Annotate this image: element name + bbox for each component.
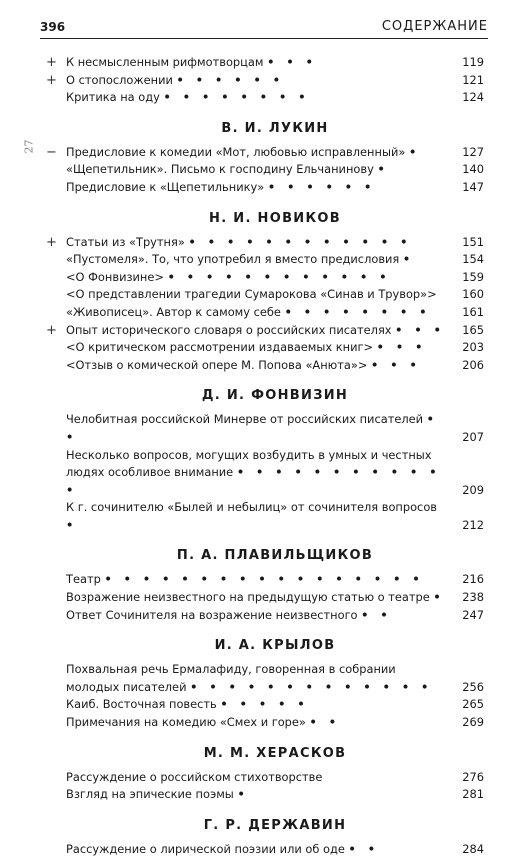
toc-entry	[66, 339, 484, 357]
entry-title: <О критическом рассмотрении издаваемых книг>	[66, 340, 374, 355]
entry-title: К несмысленным рифмотворцам	[66, 55, 264, 69]
dot-leader: • • • • • • • • • • • • •	[190, 679, 433, 694]
author-heading: В. И. ЛУКИН	[221, 120, 329, 136]
dot-leader: •	[433, 590, 445, 605]
toc-entry	[46, 72, 484, 90]
dot-leader: • • • • • •	[176, 72, 285, 87]
page-ref: 269	[462, 715, 484, 730]
toc-entry	[66, 769, 484, 787]
entry-title: Статьи из «Трутня»	[66, 234, 185, 249]
author-heading: Н. И. НОВИКОВ	[209, 210, 341, 226]
page-header	[40, 18, 488, 39]
page-ref: 140	[462, 162, 484, 177]
entry-title: Рассуждение о лирической поэзии или об оде	[66, 841, 345, 856]
table-of-contents	[46, 54, 484, 858]
entry-title: Предисловие к комедии «Мот, любовью исправленный»	[66, 144, 406, 159]
toc-entry	[66, 251, 484, 269]
margin-mark: +	[46, 72, 57, 88]
toc-entry	[66, 286, 484, 304]
toc-entry	[66, 269, 484, 287]
page-ref: 209	[462, 482, 484, 497]
dot-leader: • • • • • • • • • • • •	[66, 465, 441, 497]
dot-leader: • •	[348, 841, 379, 856]
author-heading: П. А. ПЛАВИЛЬЩИКОВ	[176, 548, 374, 564]
page-ref: 212	[462, 517, 484, 532]
page-ref: 147	[462, 179, 484, 194]
author-heading: М. М. ХЕРАСКОВ	[203, 745, 347, 761]
dot-leader: • • • • • •	[267, 179, 376, 194]
entry-title: Возражение неизвестного на предыдущую статью о театре	[66, 590, 430, 605]
margin-mark: +	[46, 234, 57, 250]
dot-leader: •	[408, 144, 421, 159]
entry-title: <О Фонвизине>	[66, 269, 164, 284]
dot-leader: • • • • • • • •	[284, 304, 431, 319]
entry-title: <О представлении трагедии Сумарокова «Синав и Трувор»>	[66, 287, 437, 302]
dot-leader: • • • • •	[220, 697, 309, 712]
entry-title: Опыт исторического словаря о российских писателях	[66, 322, 392, 337]
dot-leader: •	[66, 517, 78, 532]
toc-entry	[66, 161, 484, 179]
page-ref: 207	[462, 429, 484, 444]
entry-title: Взгляд на эпические поэмы	[66, 787, 234, 802]
entry-title: Рассуждение о российском стихотворстве	[66, 769, 323, 784]
dot-leader: •	[377, 162, 389, 177]
page-ref: 265	[462, 697, 484, 712]
author-heading: Г. Р. ДЕРЖАВИН	[203, 817, 347, 833]
margin-mark: +	[46, 322, 57, 338]
entry-title: Театр	[66, 572, 101, 587]
page-ref: 256	[462, 679, 484, 694]
margin-mark: +	[46, 55, 57, 70]
entry-title: «Живописец». Автор к самому себе	[66, 304, 281, 319]
author-heading: Д. И. ФОНВИЗИН	[201, 388, 349, 404]
margin-mark: −	[46, 144, 57, 160]
toc-entry	[66, 447, 484, 500]
dot-leader: • • •	[371, 357, 421, 372]
page-ref: 151	[462, 234, 484, 249]
page-ref: 206	[462, 357, 484, 372]
toc-entry	[66, 89, 484, 107]
page-ref: 159	[462, 269, 484, 284]
dot-leader: • • • • • • • • • • • •	[167, 269, 391, 284]
page-ref: 247	[462, 607, 484, 622]
toc-entry	[66, 411, 484, 446]
author-heading: И. А. КРЫЛОВ	[214, 638, 336, 654]
running-title: СОДЕРЖАНИЕ	[381, 19, 488, 34]
toc-entry	[66, 786, 484, 804]
entry-title: Предисловие к «Щепетильнику»	[66, 179, 265, 194]
dot-leader: • •	[309, 715, 341, 730]
page-ref: 119	[462, 55, 484, 69]
entry-title: К г. сочинителю «Былей и небылиц» от сочинителя вопросов	[66, 500, 438, 515]
page-ref: 121	[462, 72, 484, 87]
page-ref: 165	[462, 322, 484, 337]
toc-entry	[66, 357, 484, 375]
page-ref: 160	[462, 287, 484, 302]
toc-entry	[66, 714, 484, 732]
entry-title: О стопосложении	[66, 72, 173, 87]
toc-entry	[66, 696, 484, 714]
toc-entry	[66, 661, 484, 696]
toc-entry	[46, 144, 484, 162]
dot-leader: •	[402, 252, 415, 267]
dot-leader: • • • • • • • • • • • • • • • • •	[104, 572, 424, 587]
page-ref: 281	[462, 787, 484, 802]
entry-title: Критика на оду	[66, 90, 160, 105]
page-ref: 124	[462, 90, 484, 105]
toc-entry	[66, 571, 484, 589]
entry-title: Челобитная российской Минерве от российских писателей	[66, 412, 424, 427]
entry-title: «Щепетильник». Письмо к господину Ельчанинову	[66, 162, 374, 177]
page-ref: 284	[462, 841, 484, 856]
toc-entry	[46, 322, 484, 340]
toc-entry	[66, 607, 484, 625]
toc-entry	[66, 304, 484, 322]
toc-entry	[66, 589, 484, 607]
entry-title: Каиб. Восточная повесть	[66, 697, 217, 712]
page-ref: 203	[462, 340, 484, 355]
page-ref: 238	[462, 590, 484, 605]
entry-title: Примечания на комедию «Смех и горе»	[66, 715, 306, 730]
dot-leader: • • •	[267, 55, 317, 69]
dot-leader: • •	[66, 412, 438, 444]
page-ref: 127	[462, 144, 484, 159]
entry-title: «Пустомеля». То, что употребил я вместо предисловия	[66, 252, 400, 267]
dot-leader: • • •	[376, 340, 427, 355]
page-ref: 161	[462, 304, 484, 319]
dot-leader: •	[237, 787, 249, 802]
toc-entry	[46, 234, 484, 252]
toc-entry	[66, 179, 484, 197]
page-number: 396	[40, 20, 66, 34]
page-ref: 154	[462, 252, 484, 267]
entry-title: <Отзыв о комической опере М. Попова «Анюта»>	[66, 357, 368, 372]
toc-entry	[66, 499, 484, 534]
entry-title: Похвальная речь Ермалафиду, говоренная в собрании молодых писателей	[66, 662, 396, 694]
page-ref: 216	[462, 572, 484, 587]
toc-entry	[46, 54, 484, 72]
entry-title: Ответ Сочинителя на возражение неизвестного	[66, 607, 358, 622]
dot-leader: • • •	[395, 322, 445, 337]
page-ref: 276	[462, 769, 484, 784]
entry-title: Несколько вопросов, могущих возбудить в умных и честных людях особливое внимание	[66, 447, 432, 480]
dot-leader: • •	[361, 607, 392, 622]
toc-entry	[66, 841, 484, 858]
margin-note: 27	[22, 139, 36, 154]
dot-leader: • • • • • • • •	[163, 90, 310, 105]
dot-leader: • • • • • • • • • • • •	[188, 234, 412, 249]
